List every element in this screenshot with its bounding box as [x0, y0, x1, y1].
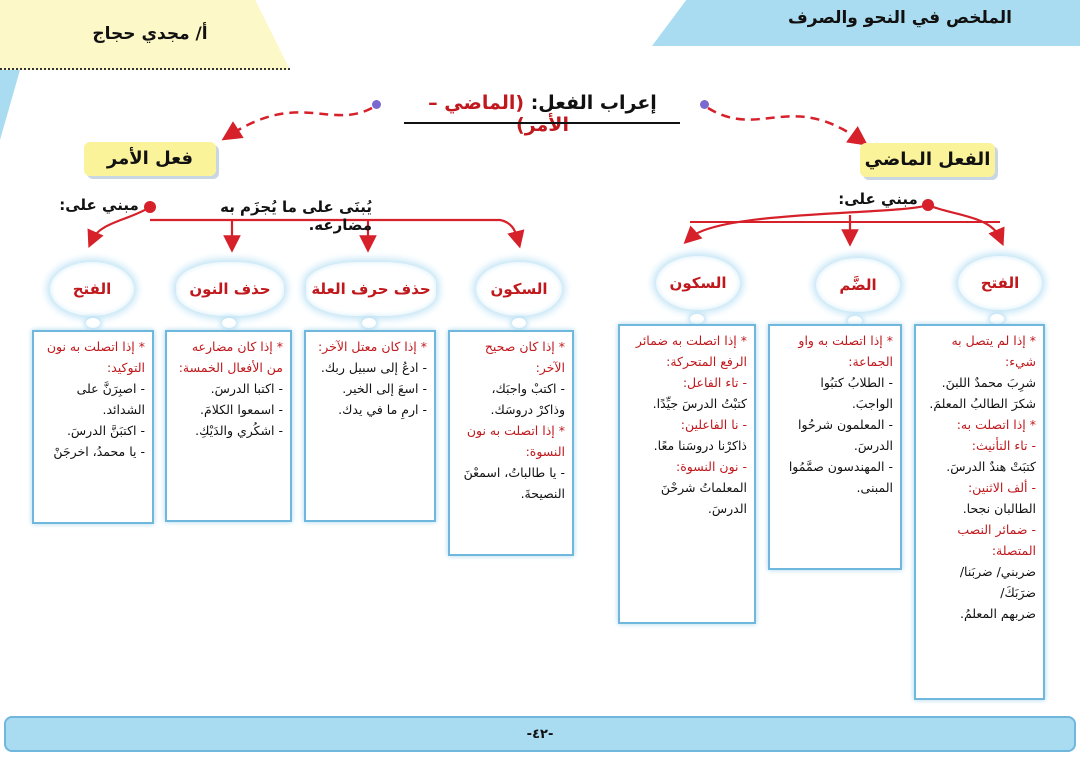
card-line: ضربهم المعلمُ.: [959, 606, 1036, 621]
cloud-tail: [362, 318, 376, 328]
card-line: كتبْتُ الدرسَ جيِّدًا.: [652, 396, 747, 411]
imperative-rule: يُبنَى على ما يُجزَم به مضارعه.: [220, 198, 372, 234]
cloud-tail: [512, 318, 526, 328]
card-line: ضربني/ ضربَنا/ ضرَبَكَ/: [959, 564, 1036, 600]
card-imp-sukun: [448, 330, 574, 556]
card-line: وذاكرْ دروسَك.: [490, 402, 565, 417]
page-title: [400, 92, 685, 136]
card-line: * إذا لم يتصل به شيء:: [951, 333, 1036, 369]
author-name: أ/ مجدي حجاج: [92, 24, 208, 44]
card-line: - يا طالباتُ، اسمعْنَ النصيحةَ.: [463, 465, 565, 501]
card-past-damm: [768, 324, 902, 570]
imperative-built-on: مبني على:: [59, 196, 139, 214]
past-branch-damm: الضَّم: [816, 258, 900, 312]
card-line: - اكتبَنَّ الدرسَ.: [66, 423, 145, 438]
title-bullet-right: [700, 100, 709, 109]
imp-branch-sukun: السكون: [476, 262, 562, 316]
card-line: المعلماتُ شرحْنَ الدرسَ.: [660, 480, 747, 516]
book-title: الملخص في النحو والصرف: [788, 8, 1012, 28]
cloud-tail: [86, 318, 100, 328]
card-line: - ضمائر النصب المتصلة:: [957, 522, 1036, 558]
card-line: - اصبِرَنَّ على الشدائد.: [76, 381, 145, 417]
card-line: - نون النسوة:: [676, 459, 747, 474]
cloud-tail: [990, 314, 1004, 324]
card-line: - ارمِ ما في يدك.: [338, 402, 427, 417]
card-line: ذاكرْنا دروسَنا معًا.: [653, 438, 747, 453]
card-line: * إذا كان معتل الآخر:: [318, 339, 427, 354]
card-line: * إذا كان مضارعه من الأفعال الخمسة:: [178, 339, 283, 375]
card-imp-fath: [32, 330, 154, 524]
card-line: - الطلابُ كتبُوا الواجبَ.: [820, 375, 893, 411]
card-line: - اسمعوا الكلامَ.: [200, 402, 283, 417]
past-branch-sukun: السكون: [656, 256, 740, 310]
past-branch-fath: الفتح: [958, 256, 1042, 310]
card-line: - تاء التأنيث:: [971, 438, 1036, 453]
page-number: -٤٢-: [526, 727, 554, 742]
imp-branch-nun: حذف النون: [176, 262, 284, 316]
card-line: * إذا كان صحيح الآخر:: [484, 339, 565, 375]
card-line: - اسعَ إلى الخير.: [342, 381, 427, 396]
title-underline: [404, 122, 680, 124]
card-line: - ادعُ إلى سبيل ربك.: [320, 360, 427, 375]
title-prefix: إعراب الفعل:: [530, 92, 657, 114]
card-line: - المهندسون صمَّمُوا المبنى.: [788, 459, 893, 495]
card-line: * إذا اتصلت به:: [956, 417, 1036, 432]
card-line: - المعلمون شرحُوا الدرسَ.: [797, 417, 893, 453]
cloud-tail: [222, 318, 236, 328]
title-detail: (الماضي – الأمر): [428, 92, 569, 136]
card-line: - اكتبا الدرسَ.: [210, 381, 283, 396]
card-line: * إذا اتصلت به ضمائر الرفع المتحركة:: [635, 333, 747, 369]
card-imp-illa: [304, 330, 436, 522]
card-line: كتبَتْ هندٌ الدرسَ.: [946, 459, 1036, 474]
card-line: * إذا اتصلت به نون النسوة:: [466, 423, 565, 459]
card-line: - يا محمدُ، اخرجَنْ: [53, 444, 145, 459]
past-heading: الفعل الماضي: [860, 143, 995, 177]
card-line: - اشكُري والدَيْكِ.: [195, 423, 283, 438]
card-line: - ألف الاثنين:: [967, 480, 1036, 495]
card-line: الطالبان نجحا.: [962, 501, 1036, 516]
title-bullet-left: [372, 100, 381, 109]
imp-branch-illa: حذف حرف العلة: [306, 262, 436, 316]
dashed-arrow-left: [230, 108, 372, 135]
card-past-fath: [914, 324, 1045, 700]
card-past-sukun: [618, 324, 756, 624]
cloud-tail: [690, 314, 704, 324]
card-imp-nun: [165, 330, 292, 522]
card-line: - نا الفاعلين:: [680, 417, 747, 432]
card-line: شكرَ الطالبُ المعلمَ.: [929, 396, 1036, 411]
card-line: - تاء الفاعل:: [682, 375, 747, 390]
card-line: * إذا اتصلت به واو الجماعة:: [798, 333, 893, 369]
imp-branch-fath: الفتح: [50, 262, 134, 316]
dashed-arrow-right: [708, 108, 860, 140]
card-line: * إذا اتصلت به نون التوكيد:: [46, 339, 145, 375]
card-line: شرِبَ محمدٌ اللبنَ.: [941, 375, 1036, 390]
card-line: - اكتبْ واجبَك،: [491, 381, 565, 396]
past-built-on: مبني على:: [838, 190, 918, 208]
imperative-heading: فعل الأمر: [84, 142, 216, 176]
